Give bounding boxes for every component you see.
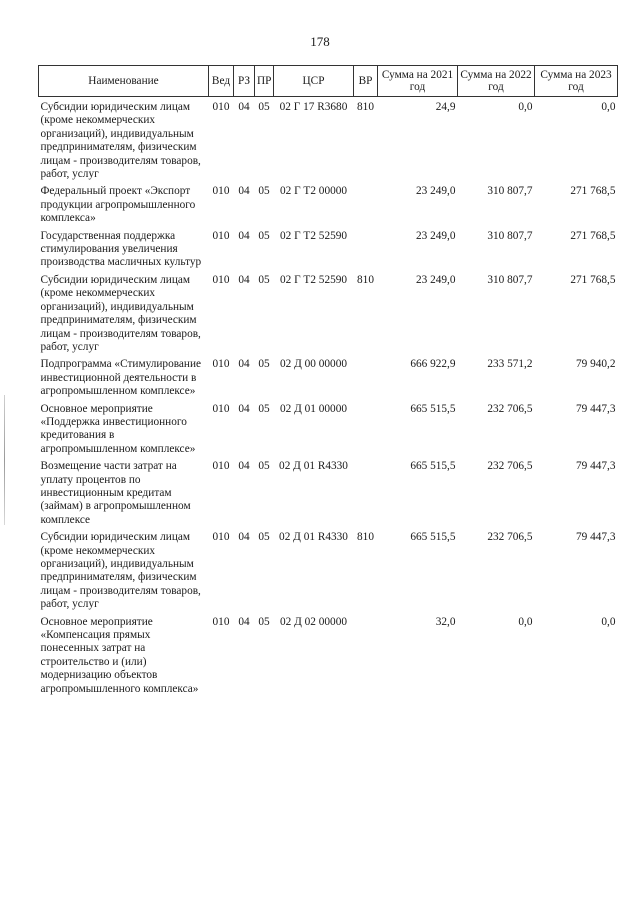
row-csr: 02 Д 00 00000 (279, 358, 347, 371)
row-vr (354, 403, 378, 461)
row-vr: 810 (357, 101, 374, 113)
row-pr: 05 (258, 358, 270, 371)
row-rz: 04 (238, 460, 250, 473)
row-sum-2023: 271 768,5 (570, 229, 616, 242)
row-sum-2023: 0,0 (601, 615, 616, 628)
row-name: Федеральный проект «Экспорт продукции агропромышленного комплекса» (40, 185, 196, 225)
row-sum-2023: 271 768,5 (570, 185, 616, 198)
row-csr: 02 Г Т2 52590 (279, 273, 348, 286)
row-sum-2021: 23 249,0 (415, 229, 456, 242)
row-sum-2022: 232 706,5 (487, 460, 533, 473)
row-ved: 010 (212, 358, 230, 371)
row-ved: 010 (212, 531, 230, 544)
row-csr: 02 Д 02 00000 (279, 615, 347, 628)
row-csr: 02 Д 01 R4330 (279, 531, 348, 544)
row-rz: 04 (238, 185, 250, 198)
row-ved: 010 (212, 273, 230, 286)
row-csr: 02 Д 01 00000 (279, 402, 347, 415)
row-name: Государственная поддержка стимулирования увеличения производства масличных культур (40, 229, 202, 269)
row-name: Возмещение части затрат на уплату процентов по инвестиционным кредитам (займам) в агропромышленном комплексе (40, 460, 191, 526)
table-row (39, 274, 618, 358)
header-sum-2022: Сумма на 2022 год (458, 66, 535, 97)
row-vr (354, 616, 378, 700)
header-sum-2021: Сумма на 2021 год (378, 66, 458, 97)
row-sum-2022: 232 706,5 (487, 402, 533, 415)
row-csr: 02 Г 17 R3680 (279, 101, 348, 113)
row-ved: 010 (212, 402, 230, 415)
row-vr (354, 358, 378, 402)
row-sum-2023: 79 940,2 (575, 358, 616, 371)
header-pr: ПР (255, 66, 274, 97)
row-vr (354, 460, 378, 531)
row-pr: 05 (258, 402, 270, 415)
row-pr: 05 (258, 615, 270, 628)
header-sum-2023: Сумма на 2023 год (535, 66, 618, 97)
row-csr: 02 Д 01 R4330 (279, 460, 348, 473)
page-number: 178 (310, 34, 330, 49)
row-rz: 04 (238, 402, 250, 415)
row-name: Субсидии юридическим лицам (кроме некоммерческих организаций), индивидуальным предпринимателям, физическим лицам - производителям товаров, работ, услуг (40, 273, 201, 353)
table-row (39, 101, 618, 185)
row-sum-2021: 23 249,0 (415, 185, 456, 198)
row-ved: 010 (212, 185, 230, 198)
row-pr: 05 (258, 531, 270, 544)
row-ved: 010 (212, 229, 230, 242)
row-sum-2021: 23 249,0 (415, 273, 456, 286)
row-pr: 05 (258, 229, 270, 242)
row-sum-2022: 0,0 (518, 101, 533, 113)
row-ved: 010 (212, 460, 230, 473)
row-sum-2022: 232 706,5 (487, 531, 533, 544)
table-row (39, 403, 618, 461)
row-sum-2023: 79 447,3 (575, 460, 616, 473)
header-vr: ВР (354, 66, 378, 97)
row-csr: 02 Г Т2 52590 (279, 229, 348, 242)
row-name: Субсидии юридическим лицам (кроме некоммерческих организаций), индивидуальным предпринимателям, физическим лицам - производителям товаров, работ, услуг (40, 101, 201, 181)
table-row (39, 185, 618, 229)
row-sum-2022: 233 571,2 (487, 358, 533, 371)
row-pr: 05 (258, 460, 270, 473)
row-vr (354, 230, 378, 274)
scan-margin-mark (4, 395, 5, 525)
row-sum-2021: 24,9 (435, 101, 456, 113)
row-vr: 810 (357, 273, 374, 286)
header-rz: РЗ (234, 66, 255, 97)
row-vr (354, 185, 378, 229)
row-ved: 010 (212, 101, 230, 113)
header-ved: Вед (209, 66, 234, 97)
row-sum-2022: 310 807,7 (487, 229, 533, 242)
row-sum-2023: 271 768,5 (570, 273, 616, 286)
row-sum-2021: 665 515,5 (410, 402, 456, 415)
row-ved: 010 (212, 615, 230, 628)
row-rz: 04 (238, 101, 250, 113)
row-sum-2022: 0,0 (518, 615, 533, 628)
row-sum-2022: 310 807,7 (487, 185, 533, 198)
row-pr: 05 (258, 101, 270, 113)
row-name: Основное мероприятие «Поддержка инвестиционного кредитования в агропромышленном комплексе» (40, 402, 196, 455)
table-row (39, 460, 618, 531)
table-row (39, 531, 618, 615)
row-rz: 04 (238, 358, 250, 371)
row-name: Подпрограмма «Стимулирование инвестиционной деятельности в агропромышленном комплексе» (40, 358, 202, 398)
row-rz: 04 (238, 229, 250, 242)
row-pr: 05 (258, 273, 270, 286)
header-csr: ЦСР (274, 66, 354, 97)
row-sum-2021: 666 922,9 (410, 358, 456, 371)
row-sum-2021: 665 515,5 (410, 460, 456, 473)
row-name: Основное мероприятие «Компенсация прямых понесенных затрат на строительство и (или) модернизацию объектов агропромышленного комплекса» (40, 615, 199, 695)
row-pr: 05 (258, 185, 270, 198)
header-name: Наименование (39, 66, 209, 97)
row-csr: 02 Г Т2 00000 (279, 185, 348, 198)
row-rz: 04 (238, 615, 250, 628)
row-sum-2022: 310 807,7 (487, 273, 533, 286)
row-sum-2023: 79 447,3 (575, 402, 616, 415)
budget-table (38, 65, 618, 700)
row-rz: 04 (238, 531, 250, 544)
row-vr: 810 (357, 531, 374, 544)
table-row (39, 230, 618, 274)
row-sum-2023: 79 447,3 (575, 531, 616, 544)
table-header-row (39, 66, 618, 97)
row-sum-2023: 0,0 (601, 101, 616, 113)
row-sum-2021: 32,0 (435, 615, 456, 628)
table-row (39, 616, 618, 700)
row-sum-2021: 665 515,5 (410, 531, 456, 544)
row-name: Субсидии юридическим лицам (кроме некоммерческих организаций), индивидуальным предпринимателям, физическим лицам - производителям товаров, работ, услуг (40, 531, 201, 611)
row-rz: 04 (238, 273, 250, 286)
table-row (39, 358, 618, 402)
